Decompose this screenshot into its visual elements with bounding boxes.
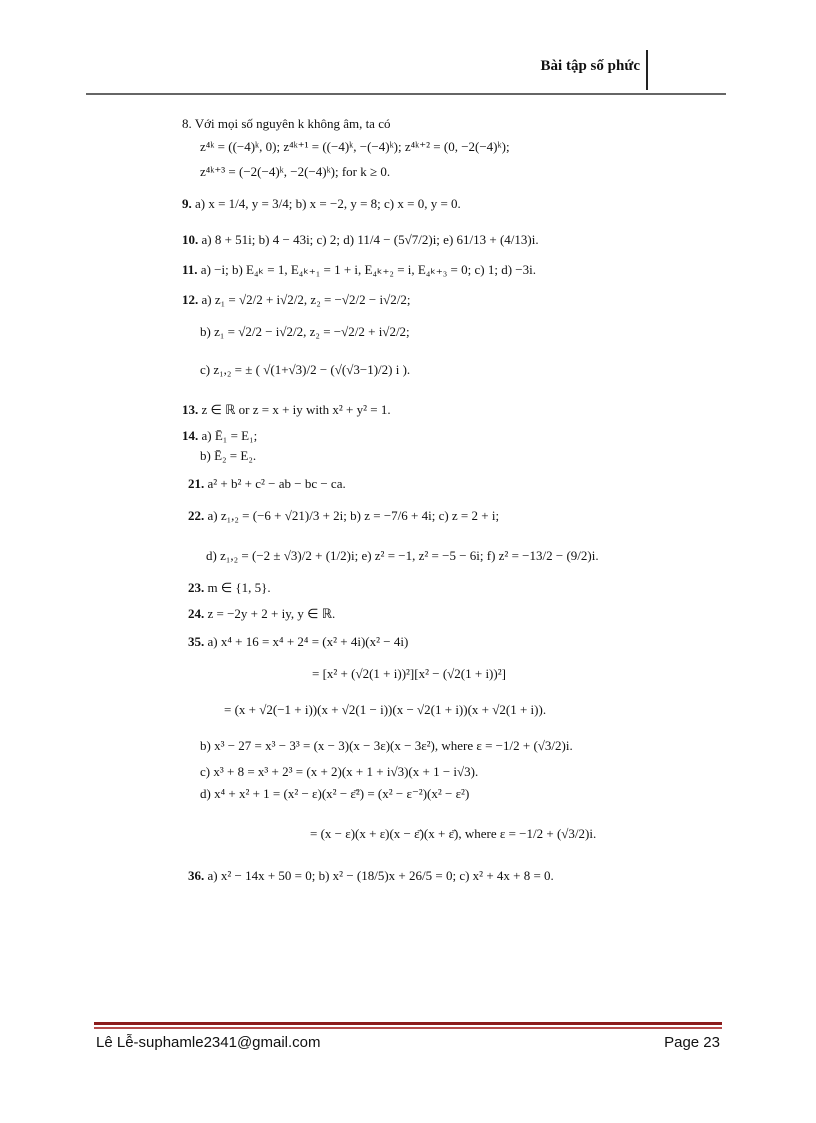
exercise-14-part-b: b) Ē₂ = E₂. [200,448,257,463]
exercise-11 [182,262,536,278]
exercise-35-part-a-step3: = (x + √2(−1 + i))(x + √2(1 − i))(x − √2(1 + i))(x + √2(1 + i)). [224,702,547,717]
exercise-10-text: a) 8 + 51i; b) 4 − 43i; c) 2; d) 11/4 − (5√7/2)i; e) 61/13 + (4/13)i. [201,232,539,247]
exercise-12-part-a: a) z₁ = √2/2 + i√2/2, z₂ = −√2/2 − i√2/2; [201,292,411,307]
header-rule [86,93,726,95]
exercise-35-part-b: b) x³ − 27 = x³ − 3³ = (x − 3)(x − 3ε)(x − 3ε²), where ε = −1/2 + (√3/2)i. [200,738,573,753]
exercise-35-part-c: c) x³ + 8 = x³ + 2³ = (x + 2)(x + 1 + i√3)(x + 1 − i√3). [200,764,479,779]
exercise-36-text: a) x² − 14x + 50 = 0; b) x² − (18/5)x + 26/5 = 0; c) x² + 4x + 8 = 0. [207,868,554,883]
exercise-13-text: z ∈ ℝ or z = x + iy with x² + y² = 1. [201,402,391,417]
header-vertical-bar [646,50,648,90]
exercise-21 [188,476,346,492]
footer-page-number: Page 23 [664,1034,720,1051]
exercise-35-part-a-step2: = [x² + (√2(1 + i))²][x² − (√2(1 + i))²] [312,666,506,681]
header-title: Bài tập số phức [540,58,640,74]
exercise-22-part-a: a) z₁,₂ = (−6 + √21)/3 + 2i; b) z = −7/6 + 4i; c) z = 2 + i; [207,508,500,523]
exercise-13 [182,402,391,418]
exercise-12-part-c: c) z₁,₂ = ± ( √(1+√3)/2 − (√(√3−1)/2) i ). [200,362,411,377]
exercise-35-part-a: a) x⁴ + 16 = x⁴ + 2⁴ = (x² + 4i)(x² − 4i) [207,634,409,649]
exercise-8-line-a: z⁴ᵏ = ((−4)ᵏ, 0); z⁴ᵏ⁺¹ = ((−4)ᵏ, −(−4)ᵏ); z⁴ᵏ⁺² = (0, −2(−4)ᵏ); [200,139,510,154]
exercise-11-number: 11. [182,262,198,277]
exercise-36-number: 36. [188,868,205,883]
exercise-9 [182,196,461,212]
exercise-35-part-d-step2: = (x − ε)(x + ε)(x − ε̄)(x + ε̄), where ε = −1/2 + (√3/2)i. [310,826,597,841]
exercise-14-number: 14. [182,428,199,443]
exercise-36 [188,868,554,884]
exercise-10 [182,232,539,248]
exercise-23-number: 23. [188,580,205,595]
exercise-22-number: 22. [188,508,205,523]
exercise-9-text: a) x = 1/4, y = 3/4; b) x = −2, y = 8; c) x = 0, y = 0. [195,196,461,211]
footer-author: Lê Lễ-suphamle2341@gmail.com [96,1034,321,1051]
exercise-12-number: 12. [182,292,199,307]
exercise-23 [188,580,271,596]
exercise-11-text: a) −i; b) E₄ₖ = 1, E₄ₖ₊₁ = 1 + i, E₄ₖ₊₂ = i, E₄ₖ₊₃ = 0; c) 1; d) −3i. [200,262,536,277]
exercise-12-part-b: b) z₁ = √2/2 − i√2/2, z₂ = −√2/2 + i√2/2; [200,324,410,339]
exercise-35 [188,634,408,650]
exercise-22 [188,508,499,524]
exercise-23-text: m ∈ {1, 5}. [207,580,271,595]
exercise-35-number: 35. [188,634,205,649]
exercise-24-number: 24. [188,606,205,621]
exercise-8-intro: 8. Với mọi số nguyên k không âm, ta có [182,116,391,131]
exercise-12 [182,292,410,308]
footer-rule-top [94,1022,722,1025]
exercise-8-line-b: z⁴ᵏ⁺³ = (−2(−4)ᵏ, −2(−4)ᵏ); for k ≥ 0. [200,164,391,179]
exercise-21-number: 21. [188,476,205,491]
footer-rule-bottom [94,1027,722,1029]
exercise-13-number: 13. [182,402,199,417]
exercise-24-text: z = −2y + 2 + iy, y ∈ ℝ. [207,606,336,621]
exercise-14-part-a: a) Ē₁ = E₁; [201,428,258,443]
exercise-14 [182,428,257,444]
exercise-9-number: 9. [182,196,192,211]
exercise-10-number: 10. [182,232,199,247]
exercise-22-part-b: d) z₁,₂ = (−2 ± √3)/2 + (1/2)i; e) z² = −1, z² = −5 − 6i; f) z² = −13/2 − (9/2)i. [206,548,599,563]
exercise-21-text: a² + b² + c² − ab − bc − ca. [207,476,346,491]
exercise-24 [188,606,335,622]
exercise-35-part-d: d) x⁴ + x² + 1 = (x² − ε)(x² − ε̄²) = (x² − ε⁻²)(x² − ε²) [200,786,470,801]
